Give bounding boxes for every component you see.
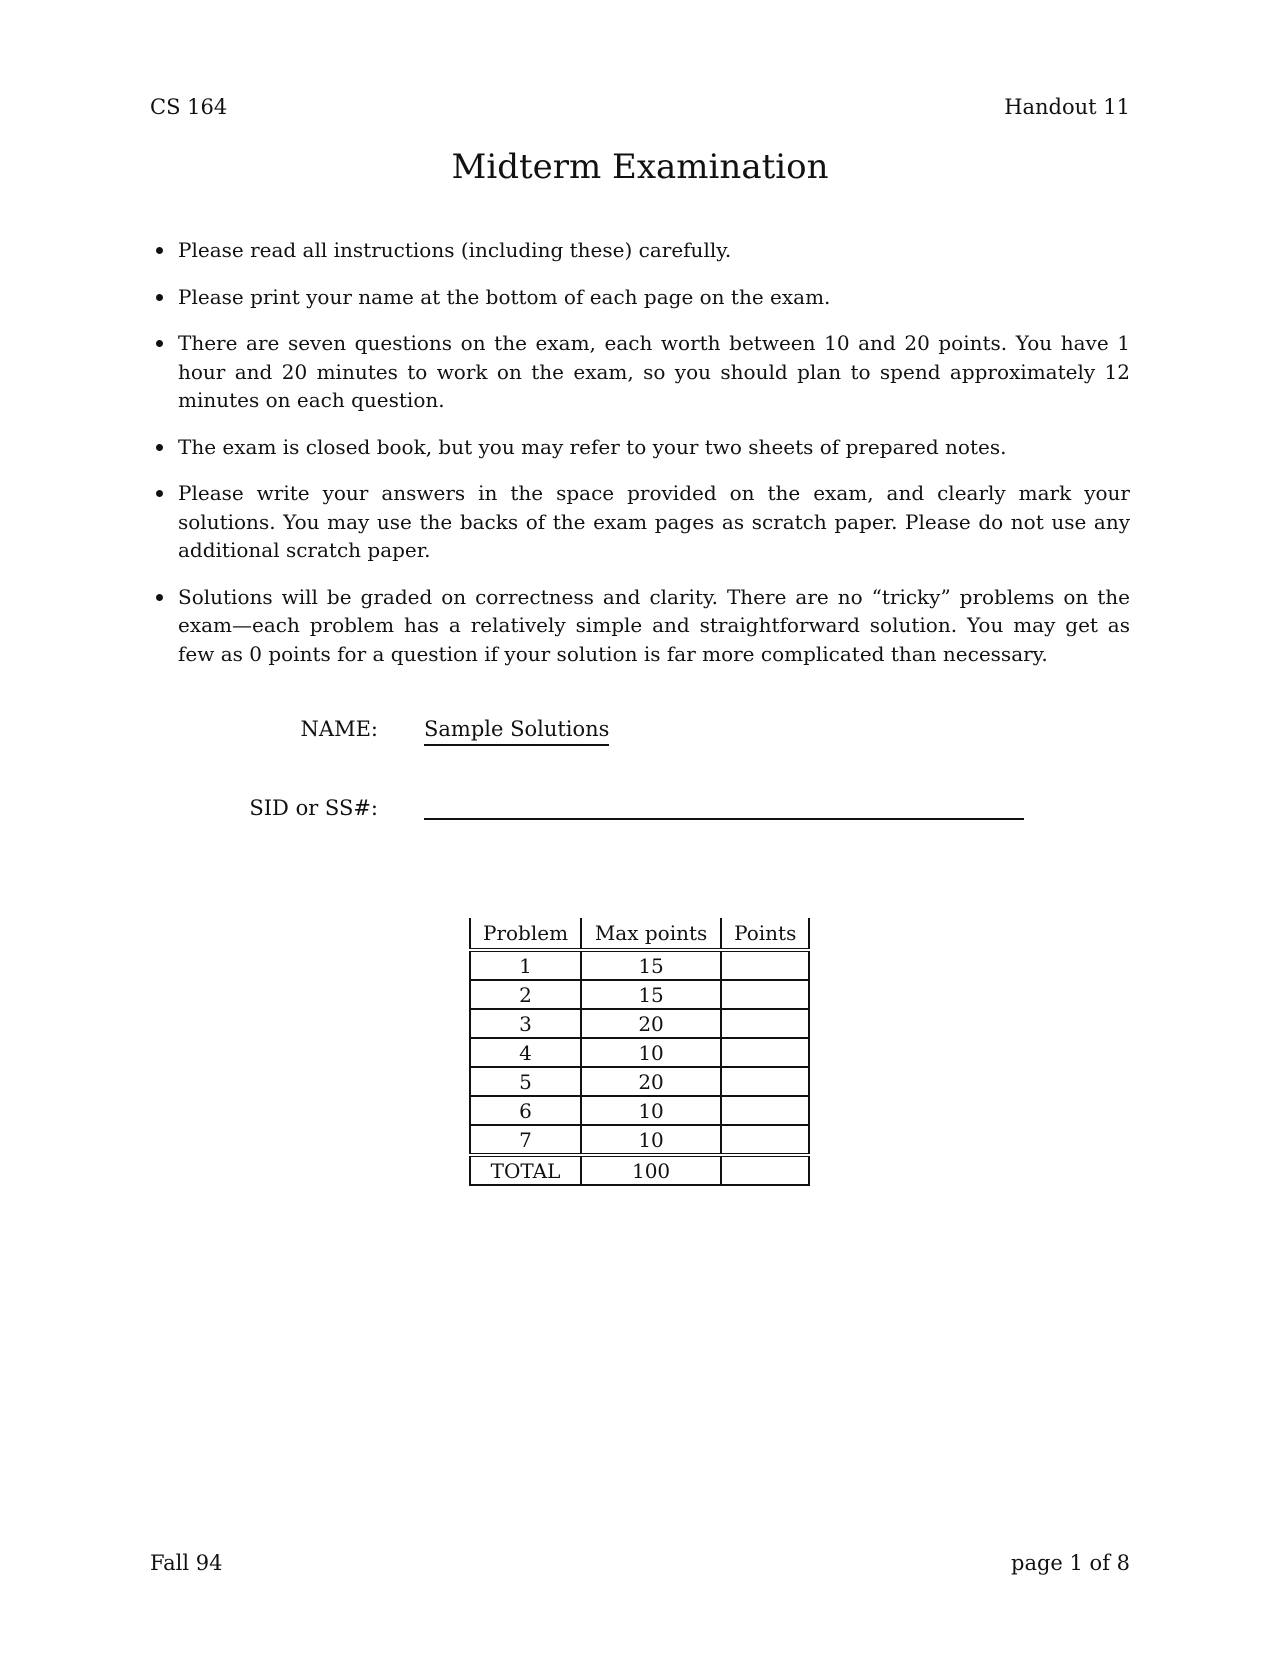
max-points: 15: [581, 950, 721, 980]
table-row: [470, 980, 809, 1009]
max-points: 20: [581, 1009, 721, 1038]
max-points: 15: [581, 980, 721, 1009]
instructions-list: [150, 236, 1130, 686]
table-row: [470, 1067, 809, 1096]
instruction-item: [150, 283, 1130, 312]
table-row: [470, 1096, 809, 1125]
score-table: [469, 918, 810, 1186]
table-row: [470, 950, 809, 980]
instruction-item: [150, 433, 1130, 462]
header-problem: Problem: [470, 918, 581, 950]
bullet-icon: [156, 294, 163, 301]
bullet-icon: [156, 490, 163, 497]
max-points: 20: [581, 1067, 721, 1096]
instruction-text: Please print your name at the bottom of each page on the exam.: [178, 284, 831, 309]
table-row: [470, 1009, 809, 1038]
term-label: Fall 94: [150, 1551, 223, 1575]
total-max-points: 100: [581, 1155, 721, 1185]
instruction-text: There are seven questions on the exam, each worth between 10 and 20 points. You have 1 hour and 20 minutes to work on the exam, so you should plan to spend approximately 12 minutes on each question.: [178, 331, 1130, 412]
points-cell[interactable]: [721, 980, 809, 1009]
problem-number: 6: [470, 1096, 581, 1125]
instruction-item: [150, 236, 1130, 265]
instruction-item: [150, 479, 1130, 565]
total-row: [470, 1155, 809, 1185]
instruction-item: [150, 329, 1130, 415]
name-field[interactable]: Sample Solutions: [424, 716, 609, 746]
bullet-icon: [156, 247, 163, 254]
header-points: Points: [721, 918, 809, 950]
name-label: NAME:: [300, 717, 378, 741]
page-number: page 1 of 8: [1011, 1551, 1130, 1575]
bullet-icon: [156, 444, 163, 451]
max-points: 10: [581, 1125, 721, 1155]
problem-number: 1: [470, 950, 581, 980]
instruction-text: Please read all instructions (including these) carefully.: [178, 238, 732, 262]
instruction-item: [150, 583, 1130, 669]
table-header-row: [470, 918, 809, 950]
instruction-text: The exam is closed book, but you may refer to your two sheets of prepared notes.: [178, 434, 1007, 459]
problem-number: 4: [470, 1038, 581, 1067]
problem-number: 5: [470, 1067, 581, 1096]
bullet-icon: [156, 340, 163, 347]
sid-label: SID or SS#:: [249, 796, 378, 820]
total-points-cell[interactable]: [721, 1155, 809, 1185]
table-row: [470, 1125, 809, 1155]
max-points: 10: [581, 1038, 721, 1067]
points-cell[interactable]: [721, 1067, 809, 1096]
points-cell[interactable]: [721, 1009, 809, 1038]
problem-number: 3: [470, 1009, 581, 1038]
points-cell[interactable]: [721, 1096, 809, 1125]
problem-number: 2: [470, 980, 581, 1009]
instruction-text: Please write your answers in the space provided on the exam, and clearly mark your solutions. You may use the backs of the exam pages as scratch paper. Please do not use any additional scratch paper.: [178, 481, 1130, 562]
sid-field[interactable]: [424, 818, 1024, 820]
header-max-points: Max points: [581, 918, 721, 950]
instruction-text: Solutions will be graded on correctness and clarity. There are no “tricky” problems on the exam—each problem has a relatively simple and straightforward solution. You may get as few as 0 points for a question if your solution is far more complicated than necessary.: [178, 584, 1130, 666]
problem-number: 7: [470, 1125, 581, 1155]
course-label: CS 164: [150, 95, 228, 119]
table-row: [470, 1038, 809, 1067]
max-points: 10: [581, 1096, 721, 1125]
handout-label: Handout 11: [1004, 95, 1130, 119]
bullet-icon: [156, 594, 163, 601]
points-cell[interactable]: [721, 1125, 809, 1155]
total-label: TOTAL: [470, 1155, 581, 1185]
page-title: Midterm Examination: [451, 147, 829, 187]
points-cell[interactable]: [721, 1038, 809, 1067]
points-cell[interactable]: [721, 950, 809, 980]
